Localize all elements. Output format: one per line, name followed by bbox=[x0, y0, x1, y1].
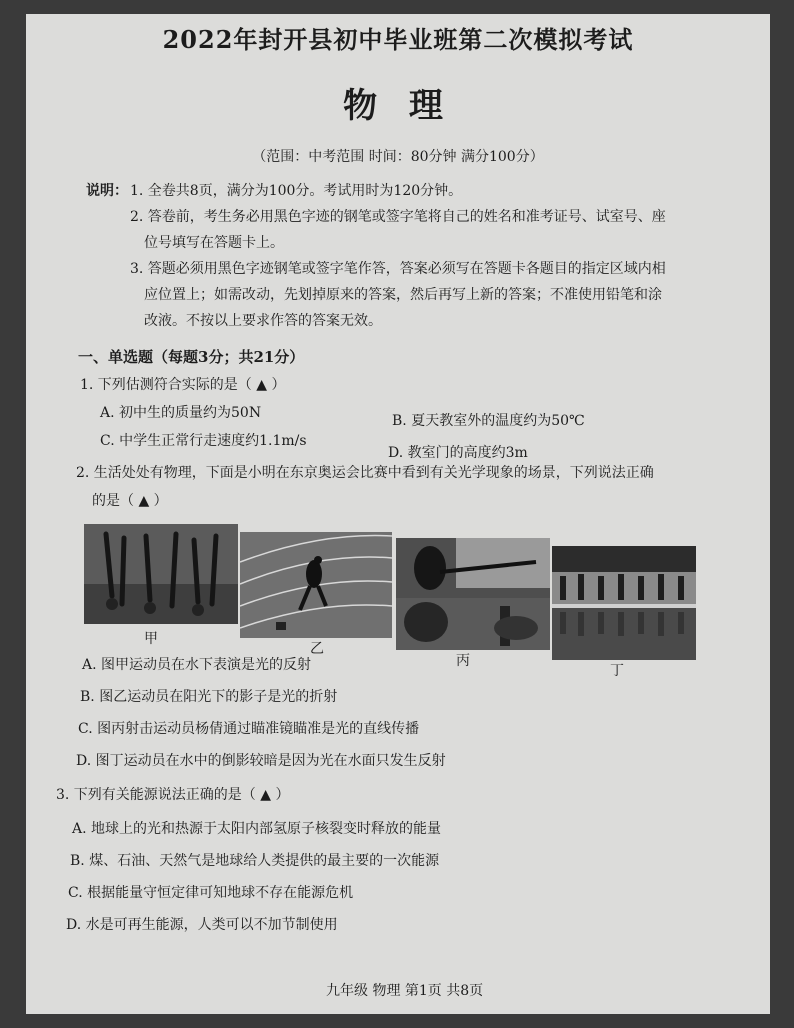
photo-caption: 甲 bbox=[144, 631, 158, 647]
option-a: A. 图甲运动员在水下表演是光的反射 bbox=[82, 657, 312, 673]
photo-synchronized-swimming bbox=[84, 524, 238, 624]
option-c: C. 图丙射击运动员杨倩通过瞄准镜瞄准是光的直线传播 bbox=[78, 721, 420, 737]
instruction-line: 应位置上；如需改动，先划掉原来的答案，然后再写上新的答案；不准使用铅笔和涂 bbox=[144, 287, 662, 303]
exam-page bbox=[26, 14, 770, 1014]
option-a: A. 地球上的光和热源于太阳内部氢原子核裂变时释放的能量 bbox=[72, 821, 442, 837]
instructions-label: 说明： bbox=[86, 183, 128, 199]
instruction-line: 2. 答卷前，考生务必用黑色字迹的钢笔或签字笔将自己的姓名和准考证号、试室号、座 bbox=[130, 209, 666, 225]
option-d: D. 图丁运动员在水中的倒影较暗是因为光在水面只发生反射 bbox=[76, 753, 446, 769]
photo-sprinter bbox=[240, 532, 392, 638]
instruction-line: 3. 答题必须用黑色字迹钢笔或签字笔作答，答案必须写在答题卡各题目的指定区域内相 bbox=[130, 261, 666, 277]
question-stem: 3. 下列有关能源说法正确的是（ ▲ ） bbox=[56, 787, 290, 803]
subject-title: 物 理 bbox=[343, 86, 453, 126]
option-b: B. 夏天教室外的温度约为50℃ bbox=[392, 413, 585, 429]
photo-pool-reflection bbox=[552, 546, 696, 660]
option-c: C. 中学生正常行走速度约1.1m/s bbox=[100, 433, 307, 449]
option-a: A. 初中生的质量约为50N bbox=[100, 405, 262, 421]
option-b: B. 煤、石油、天然气是地球给人类提供的最主要的一次能源 bbox=[70, 853, 440, 869]
photo-caption: 丙 bbox=[456, 653, 470, 669]
photo-caption: 乙 bbox=[310, 641, 324, 657]
option-d: D. 水是可再生能源，人类可以不加节制使用 bbox=[66, 917, 338, 933]
exam-range: （范围：中考范围 时间：80分钟 满分100分） bbox=[252, 149, 544, 165]
question-stem: 2. 生活处处有物理，下面是小明在东京奥运会比赛中看到有关光学现象的场景，下列说法正确 bbox=[76, 465, 654, 481]
exam-title: 2022年封开县初中毕业班第二次模拟考试 bbox=[162, 25, 634, 54]
photo-caption: 丁 bbox=[610, 663, 624, 679]
instruction-line: 1. 全卷共8页，满分为100分。考试用时为120分钟。 bbox=[130, 183, 463, 199]
instruction-line: 改液。不按以上要求作答的答案无效。 bbox=[144, 313, 382, 329]
instruction-line: 位号填写在答题卡上。 bbox=[144, 235, 284, 251]
option-c: C. 根据能量守恒定律可知地球不存在能源危机 bbox=[68, 885, 354, 901]
page-footer: 九年级 物理 第1页 共8页 bbox=[326, 983, 484, 999]
question-stem: 1. 下列估测符合实际的是（ ▲ ） bbox=[80, 377, 286, 393]
option-b: B. 图乙运动员在阳光下的影子是光的折射 bbox=[80, 689, 338, 705]
option-d: D. 教室门的高度约3m bbox=[388, 445, 528, 461]
photo-shooter bbox=[396, 538, 550, 650]
section-heading: 一、单选题（每题3分；共21分） bbox=[78, 348, 305, 366]
question-stem: 的是（ ▲ ） bbox=[92, 493, 168, 509]
